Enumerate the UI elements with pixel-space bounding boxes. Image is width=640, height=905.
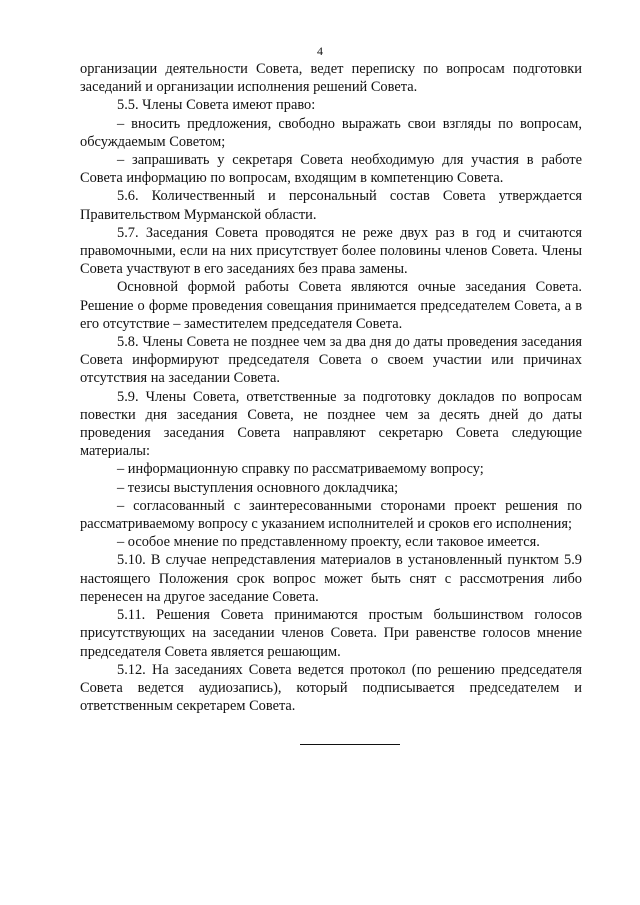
- document-body: [80, 60, 582, 715]
- paragraph: 5.6. Количественный и персональный состав Совета утверждается Правительством Мурманской области.: [80, 188, 582, 223]
- paragraph: 5.7. Заседания Совета проводятся не реже двух раз в год и считаются правомочными, если на них присутствует более половины членов Совета. Члены Совета участвуют в его заседаниях без права замены.: [80, 224, 582, 278]
- paragraph: 5.9. Члены Совета, ответственные за подготовку докладов по вопросам повестки дня заседания Совета, не позднее чем за десять дней до даты проведения заседания Совета направляют секретарю Совета следующие материалы:: [80, 388, 582, 460]
- paragraph: организации деятельности Совета, ведет переписку по вопросам подготовки заседаний и организации исполнения решений Совета.: [80, 61, 582, 96]
- paragraph: 5.11. Решения Совета принимаются простым большинством голосов присутствующих на заседании членов Совета. При равенстве голосов мнение председателя Совета является решающим.: [80, 607, 582, 660]
- page-number: 4: [317, 44, 323, 58]
- paragraph: Основной формой работы Совета являются очные заседания Совета. Решение о форме проведения совещания принимается председателем Совета, а в его отсутствие – заместителем председателя Совета.: [80, 279, 582, 332]
- paragraph: – запрашивать у секретаря Совета необходимую для участия в работе Совета информацию по вопросам, входящим в компетенцию Совета.: [80, 152, 582, 187]
- paragraph: – тезисы выступления основного докладчика;: [117, 479, 399, 496]
- paragraph: – согласованный с заинтересованными сторонами проект решения по рассматриваемому вопросу с указанием исполнителей и сроков его исполнения;: [80, 497, 582, 533]
- paragraph: – информационную справку по рассматриваемому вопросу;: [117, 461, 484, 478]
- paragraph: – вносить предложения, свободно выражать свои взгляды по вопросам, обсуждаемым Советом;: [80, 115, 582, 150]
- paragraph: 5.12. На заседаниях Совета ведется протокол (по решению председателя Совета ведется аудиозапись), который подписывается председателем и ответственным секретарем Совета.: [80, 661, 582, 715]
- closing-rule: [300, 744, 400, 745]
- paragraph: – особое мнение по представленному проекту, если таковое имеется.: [117, 534, 540, 551]
- paragraph: 5.10. В случае непредставления материалов в установленный пунктом 5.9 настоящего Положения срок вопрос может быть снят с рассмотрения либо перенесен на другое заседание Совета.: [80, 552, 582, 605]
- paragraph: 5.5. Члены Совета имеют право:: [117, 97, 316, 114]
- paragraph: 5.8. Члены Совета не позднее чем за два дня до даты проведения заседания Совета информируют председателя Совета о своем участии или причинах отсутствия на заседании Совета.: [80, 334, 582, 387]
